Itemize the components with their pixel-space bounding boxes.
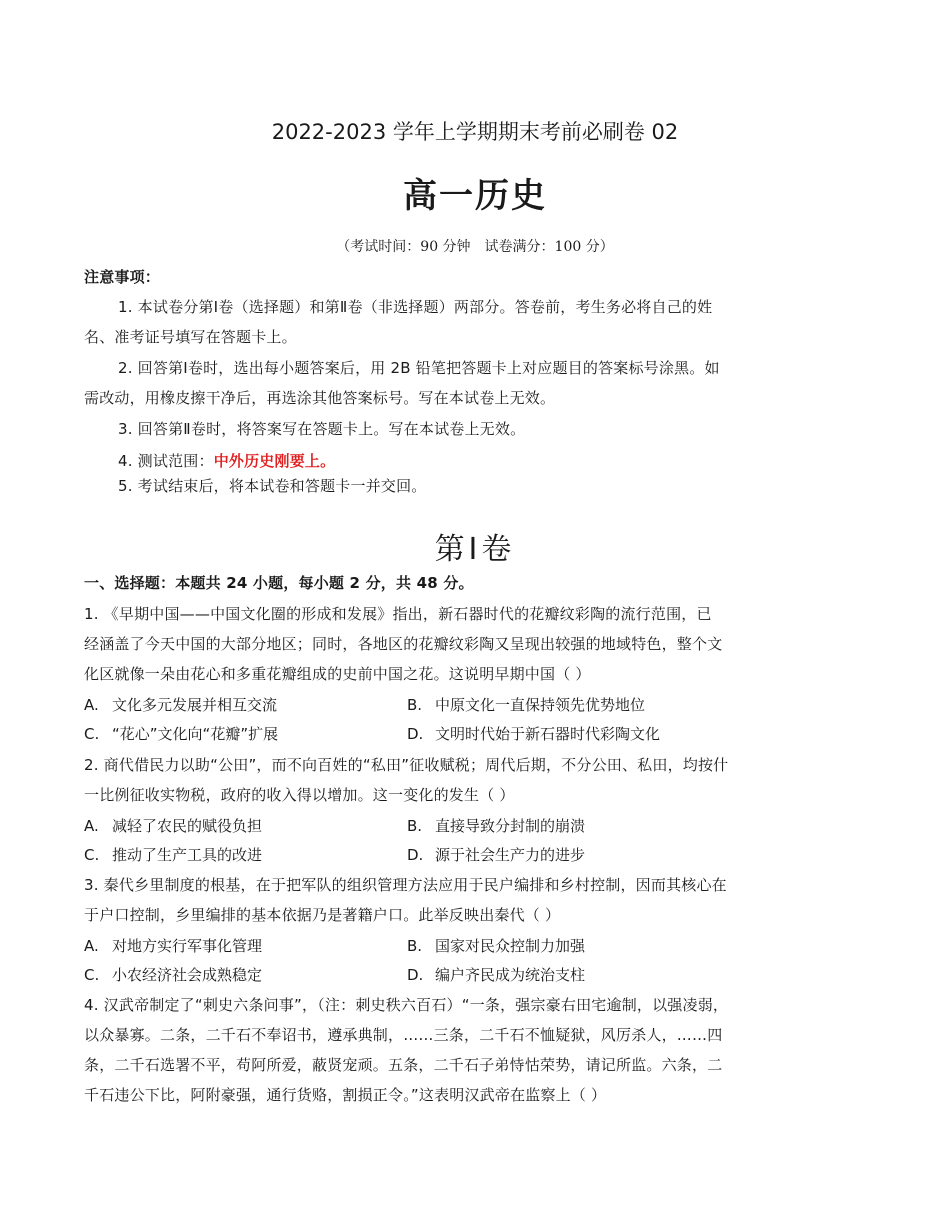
option-text: 文明时代始于新石器时代彩陶文化 <box>435 725 661 743</box>
section-title: 第Ⅰ卷 <box>434 532 516 567</box>
option-text: 直接导致分封制的崩溃 <box>435 817 586 835</box>
exam-title: 2022-2023 学年上学期期末考前必刷卷 02 <box>271 120 679 144</box>
q3-option-a[interactable] <box>84 935 262 956</box>
subject-title: 高一历史 <box>403 176 547 216</box>
option-letter: B. <box>407 817 423 835</box>
option-letter: C. <box>84 846 100 864</box>
q1-option-b[interactable] <box>407 694 645 715</box>
exam-info: （考试时间：90 分钟 试卷满分：100 分） <box>336 239 614 255</box>
option-text: 国家对民众控制力加强 <box>435 937 586 955</box>
q1-option-c[interactable] <box>84 723 278 744</box>
q2-option-b[interactable] <box>407 815 585 836</box>
q1-option-a[interactable] <box>84 694 277 715</box>
question-4-line-1: 4. 汉武帝制定了“刺史六条问事”，（注：刺史秩六百石）“一条，强宗豪右田宅逾制，以强凌弱， <box>84 996 729 1014</box>
notice-item-4 <box>118 450 335 471</box>
option-letter: C. <box>84 725 100 743</box>
option-letter: A. <box>84 937 99 955</box>
notice-item-3: 3. 回答第Ⅱ卷时，将答案写在答题卡上。写在本试卷上无效。 <box>118 420 526 438</box>
test-range: 中外历史刚要上。 <box>213 452 336 470</box>
option-text: 推动了生产工具的改进 <box>112 846 263 864</box>
q3-option-c[interactable] <box>84 964 262 985</box>
notice-item-1-line-1: 1. 本试卷分第Ⅰ卷（选择题）和第Ⅱ卷（非选择题）两部分。答卷前，考生务必将自己的姓 <box>118 298 713 316</box>
option-text: 文化多元发展并相互交流 <box>112 696 278 714</box>
question-3-line-2: 于户口控制，乡里编排的基本依据乃是著籍户口。此举反映出秦代（ ） <box>84 906 561 924</box>
question-1-line-2: 经涵盖了今天中国的大部分地区；同时，各地区的花瓣纹彩陶又呈现出较强的地域特色，整个文 <box>84 635 723 653</box>
q3-option-d[interactable] <box>407 964 585 985</box>
option-text: 小农经济社会成熟稳定 <box>112 966 263 984</box>
option-text: 编户齐民成为统治支柱 <box>435 966 586 984</box>
q3-option-b[interactable] <box>407 935 585 956</box>
q2-option-a[interactable] <box>84 815 262 836</box>
notice-item-1-line-2: 名、准考证号填写在答题卡上。 <box>84 328 297 346</box>
notice-item-5: 5. 考试结束后，将本试卷和答题卡一并交回。 <box>118 477 427 495</box>
option-letter: B. <box>407 696 423 714</box>
notice-item-4-prefix: 4. 测试范围： <box>118 452 214 470</box>
notice-item-2-line-1: 2. 回答第Ⅰ卷时，选出每小题答案后，用 2B 铅笔把答题卡上对应题目的答案标号涂黑。如 <box>118 359 720 377</box>
question-4-line-2: 以众暴寡。二条，二千石不奉诏书，遵承典制，……三条，二千石不恤疑狱，风厉杀人，……四 <box>84 1026 723 1044</box>
question-4-line-4: 千石违公下比，阿附豪强，通行货赂，割损正令。”这表明汉武帝在监察上（ ） <box>84 1086 607 1104</box>
question-1-line-1: 1. 《早期中国——中国文化圈的形成和发展》指出，新石器时代的花瓣纹彩陶的流行范围，已 <box>84 605 712 623</box>
question-3-line-1: 3. 秦代乡里制度的根基，在于把军队的组织管理方法应用于民户编排和乡村控制，因而其核心在 <box>84 876 727 894</box>
q2-option-d[interactable] <box>407 844 585 865</box>
option-text: 减轻了农民的赋役负担 <box>112 817 263 835</box>
option-letter: D. <box>407 846 424 864</box>
question-2-line-2: 一比例征收实物税，政府的收入得以增加。这一变化的发生（ ） <box>84 786 515 804</box>
option-letter: D. <box>407 966 424 984</box>
option-text: “花心”文化向“花瓣”扩展 <box>112 725 279 743</box>
question-1-line-3: 化区就像一朵由花心和多重花瓣组成的史前中国之花。这说明早期中国（ ） <box>84 665 591 683</box>
part-heading: 一、选择题：本题共 24 小题，每小题 2 分，共 48 分。 <box>84 574 474 592</box>
option-text: 源于社会生产力的进步 <box>435 846 586 864</box>
option-letter: C. <box>84 966 100 984</box>
question-2-line-1: 2. 商代借民力以助“公田”，而不向百姓的“私田”征收赋税；周代后期，不分公田、私田，均按什 <box>84 756 729 774</box>
question-4-line-3: 条，二千石选署不平，苟阿所爱，蔽贤宠顽。五条，二千石子弟恃怙荣势，请记所监。六条，二 <box>84 1056 723 1074</box>
q2-option-c[interactable] <box>84 844 262 865</box>
option-text: 中原文化一直保持领先优势地位 <box>435 696 646 714</box>
option-letter: A. <box>84 696 99 714</box>
option-letter: D. <box>407 725 424 743</box>
q1-option-d[interactable] <box>407 723 660 744</box>
option-text: 对地方实行军事化管理 <box>112 937 263 955</box>
option-letter: B. <box>407 937 423 955</box>
notice-item-2-line-2: 需改动，用橡皮擦干净后，再选涂其他答案标号。写在本试卷上无效。 <box>84 389 556 407</box>
notice-heading: 注意事项： <box>84 268 161 286</box>
option-letter: A. <box>84 817 99 835</box>
